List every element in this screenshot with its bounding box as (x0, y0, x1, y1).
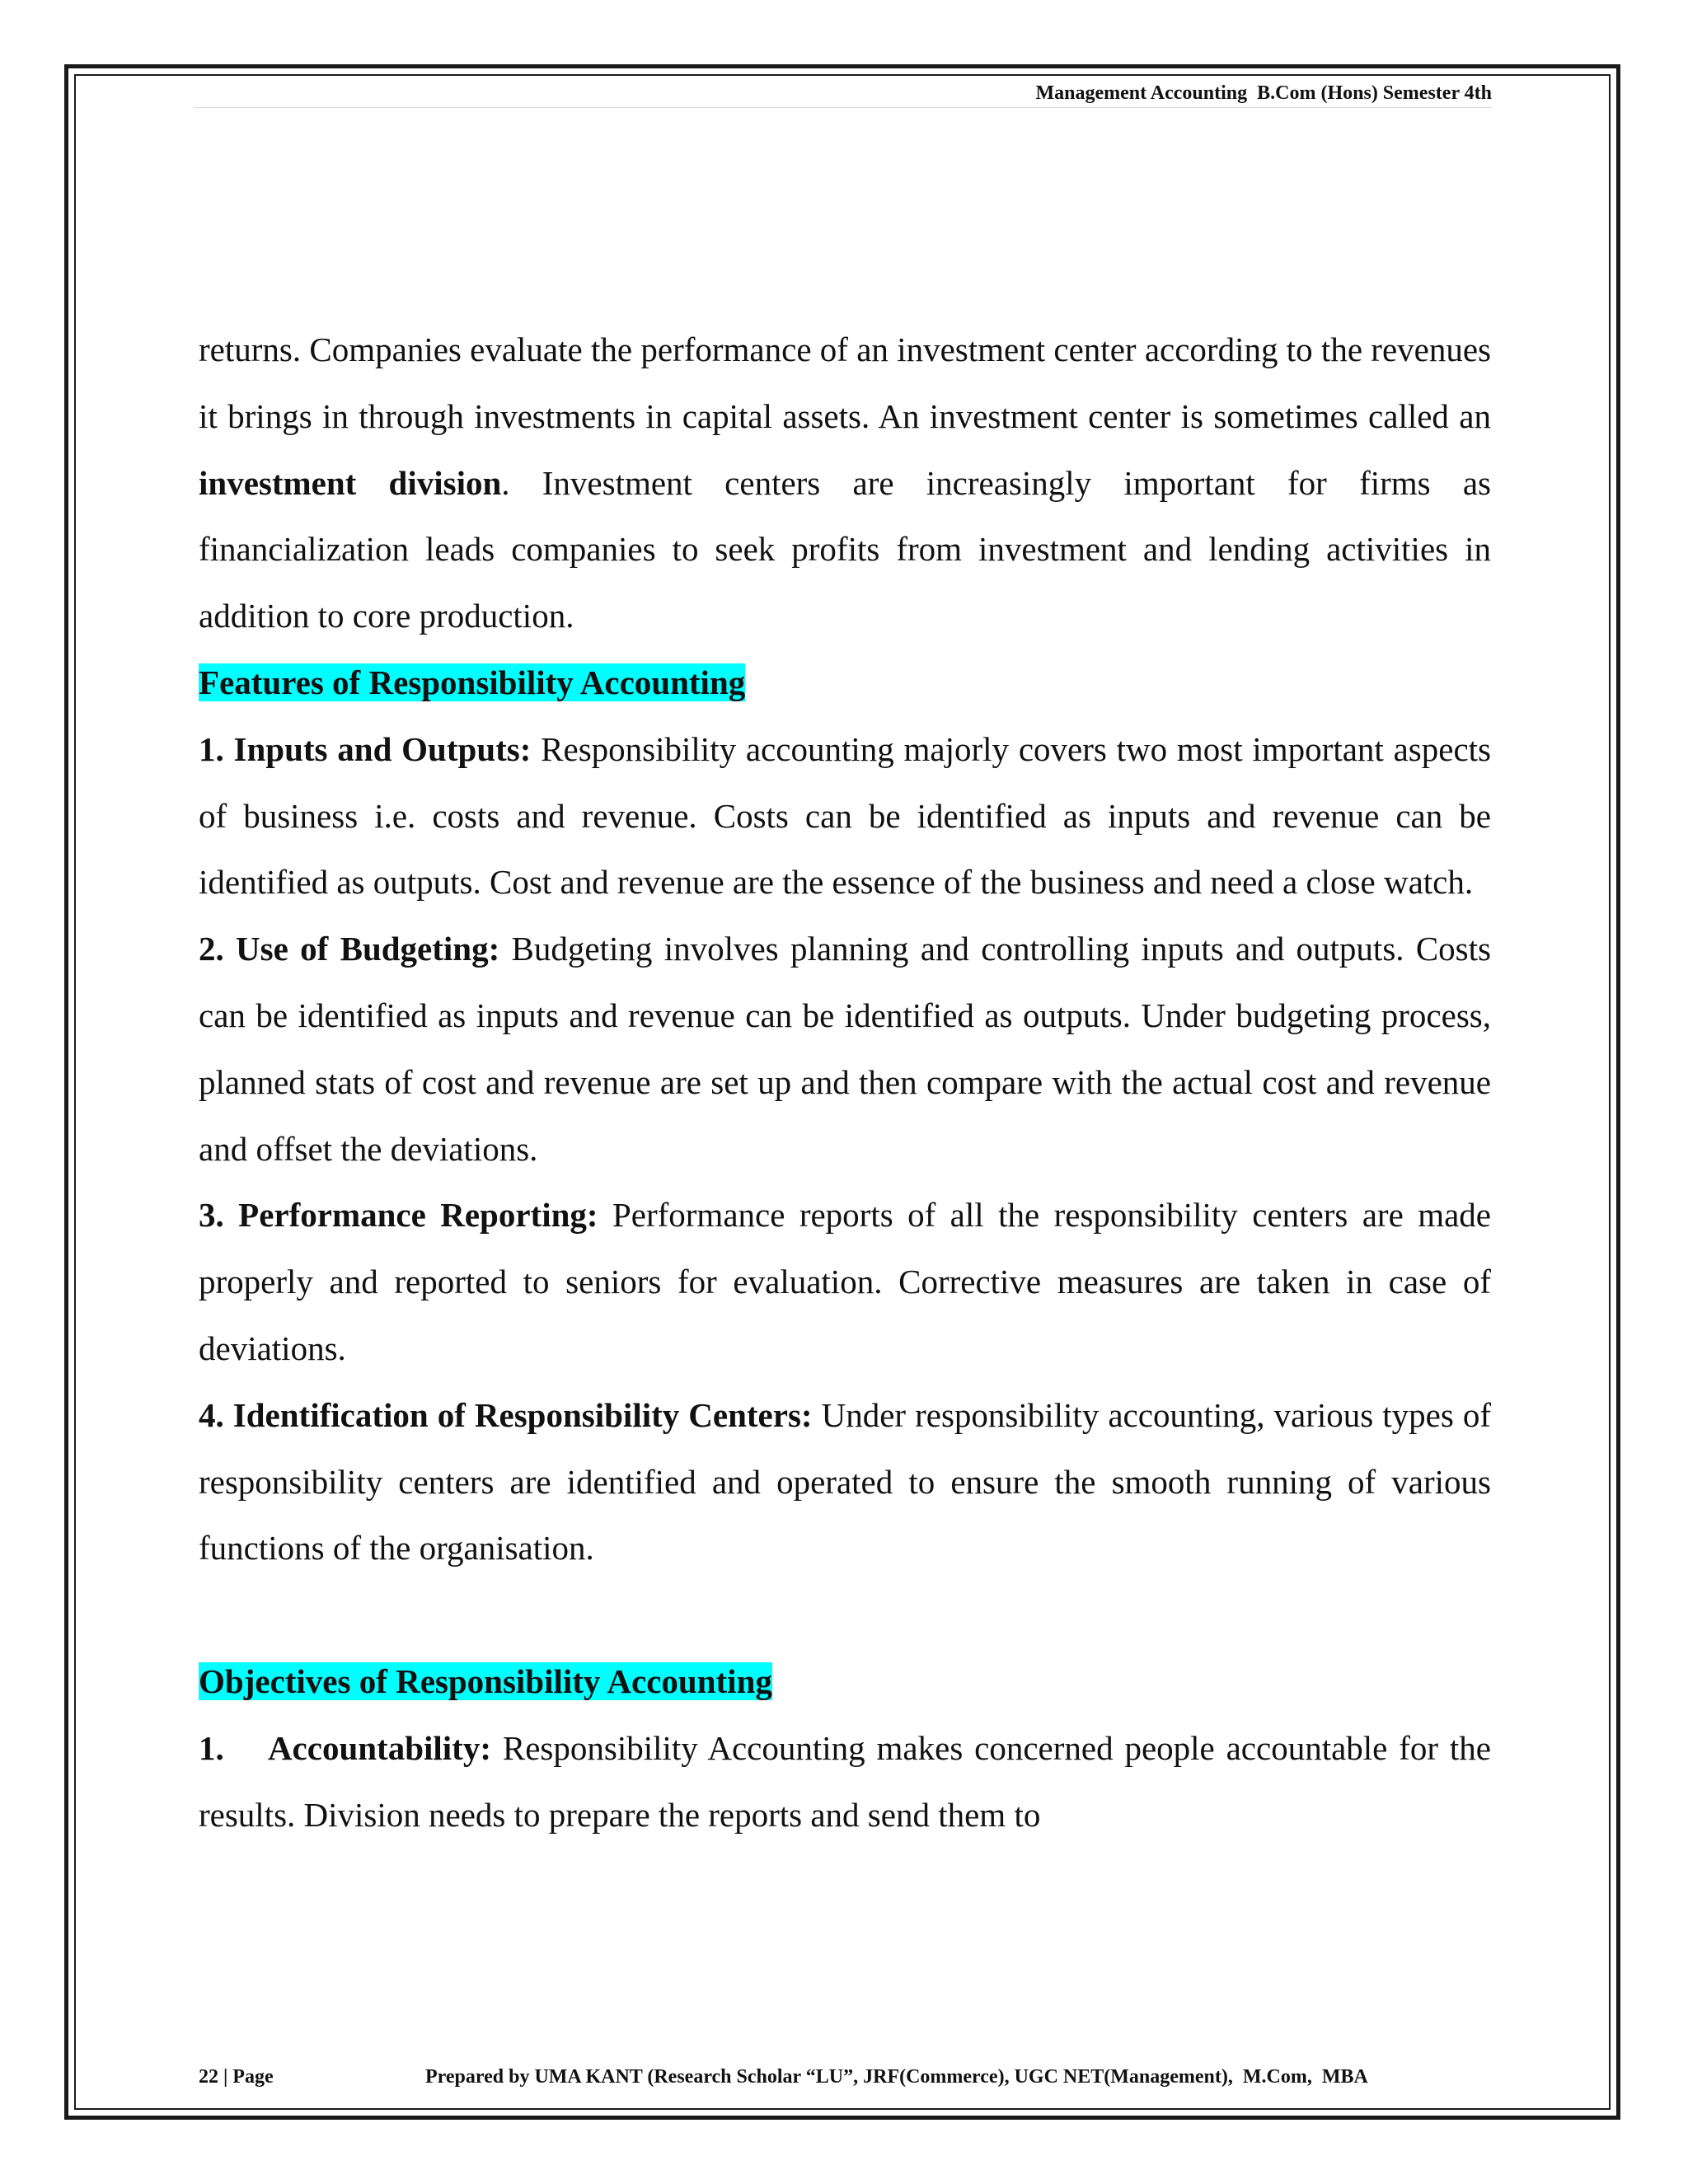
objectives-heading: Objectives of Responsibility Accounting (199, 1661, 772, 1700)
feature-item-1 (199, 716, 1491, 916)
features-heading: Features of Responsibility Accounting (199, 663, 746, 701)
feature-item-2 (199, 916, 1491, 1182)
feature-text: Budgeting involves planning and controlling inputs and outputs. Costs can be identified as inputs and revenue can be identified as outputs. Under budgeting process, planned stats of cost and revenue are set up and then compare with the actual cost and revenue and offset the deviations. (199, 930, 1491, 1168)
page-footer (199, 2064, 1484, 2090)
objective-label: 1. Accountability: (199, 1728, 491, 1767)
feature-item-4 (199, 1382, 1491, 1582)
feature-item-3 (199, 1182, 1491, 1381)
prepared-by: Prepared by UMA KANT (Research Scholar “LU”, JRF(Commerce), UGC NET(Management), M.Com, MBA (425, 2066, 1368, 2088)
page-header: Management Accounting B.Com (Hons) Semester 4th (1035, 82, 1492, 104)
section-gap (199, 1582, 1491, 1648)
features-heading-line (199, 649, 1491, 716)
intro-text-b: . Investment centers are increasingly important for firms as financialization leads companies to seek profits from investment and lending activities in addition to core production. (199, 463, 1491, 635)
objectives-heading-line (199, 1648, 1491, 1715)
header-rule (194, 107, 1492, 108)
feature-label: 4. Identification of Responsibility Centers: (199, 1395, 813, 1434)
intro-bold-term: investment division (199, 463, 502, 502)
feature-label: 2. Use of Budgeting: (199, 930, 500, 968)
intro-text-a: returns. Companies evaluate the performance of an investment center according to the revenues it brings in through investments in capital assets. An investment center is sometimes called an (199, 330, 1491, 435)
intro-paragraph (199, 316, 1491, 649)
objective-item-1 (199, 1715, 1491, 1849)
feature-text: Performance reports of all the responsibility centers are made properly and reported to seniors for evaluation. Corrective measures are taken in case of deviations. (199, 1196, 1491, 1367)
feature-label: 3. Performance Reporting: (199, 1196, 598, 1235)
objective-text: Responsibility Accounting makes concerned people accountable for the results. Division needs to prepare the reports and send them to (199, 1728, 1491, 1834)
feature-text: Under responsibility accounting, various types of responsibility centers are identified and operated to ensure the smooth running of various functions of the organisation. (199, 1395, 1491, 1568)
page-number: 22 | Page (199, 2066, 274, 2088)
page-content (199, 316, 1491, 1848)
feature-label: 1. Inputs and Outputs: (199, 729, 532, 768)
feature-text: Responsibility accounting majorly covers two most important aspects of business i.e. costs and revenue. Costs can be identified as inputs and revenue can be identified as outputs. Cost and revenue are the essence of the business and need a close watch. (199, 729, 1491, 902)
